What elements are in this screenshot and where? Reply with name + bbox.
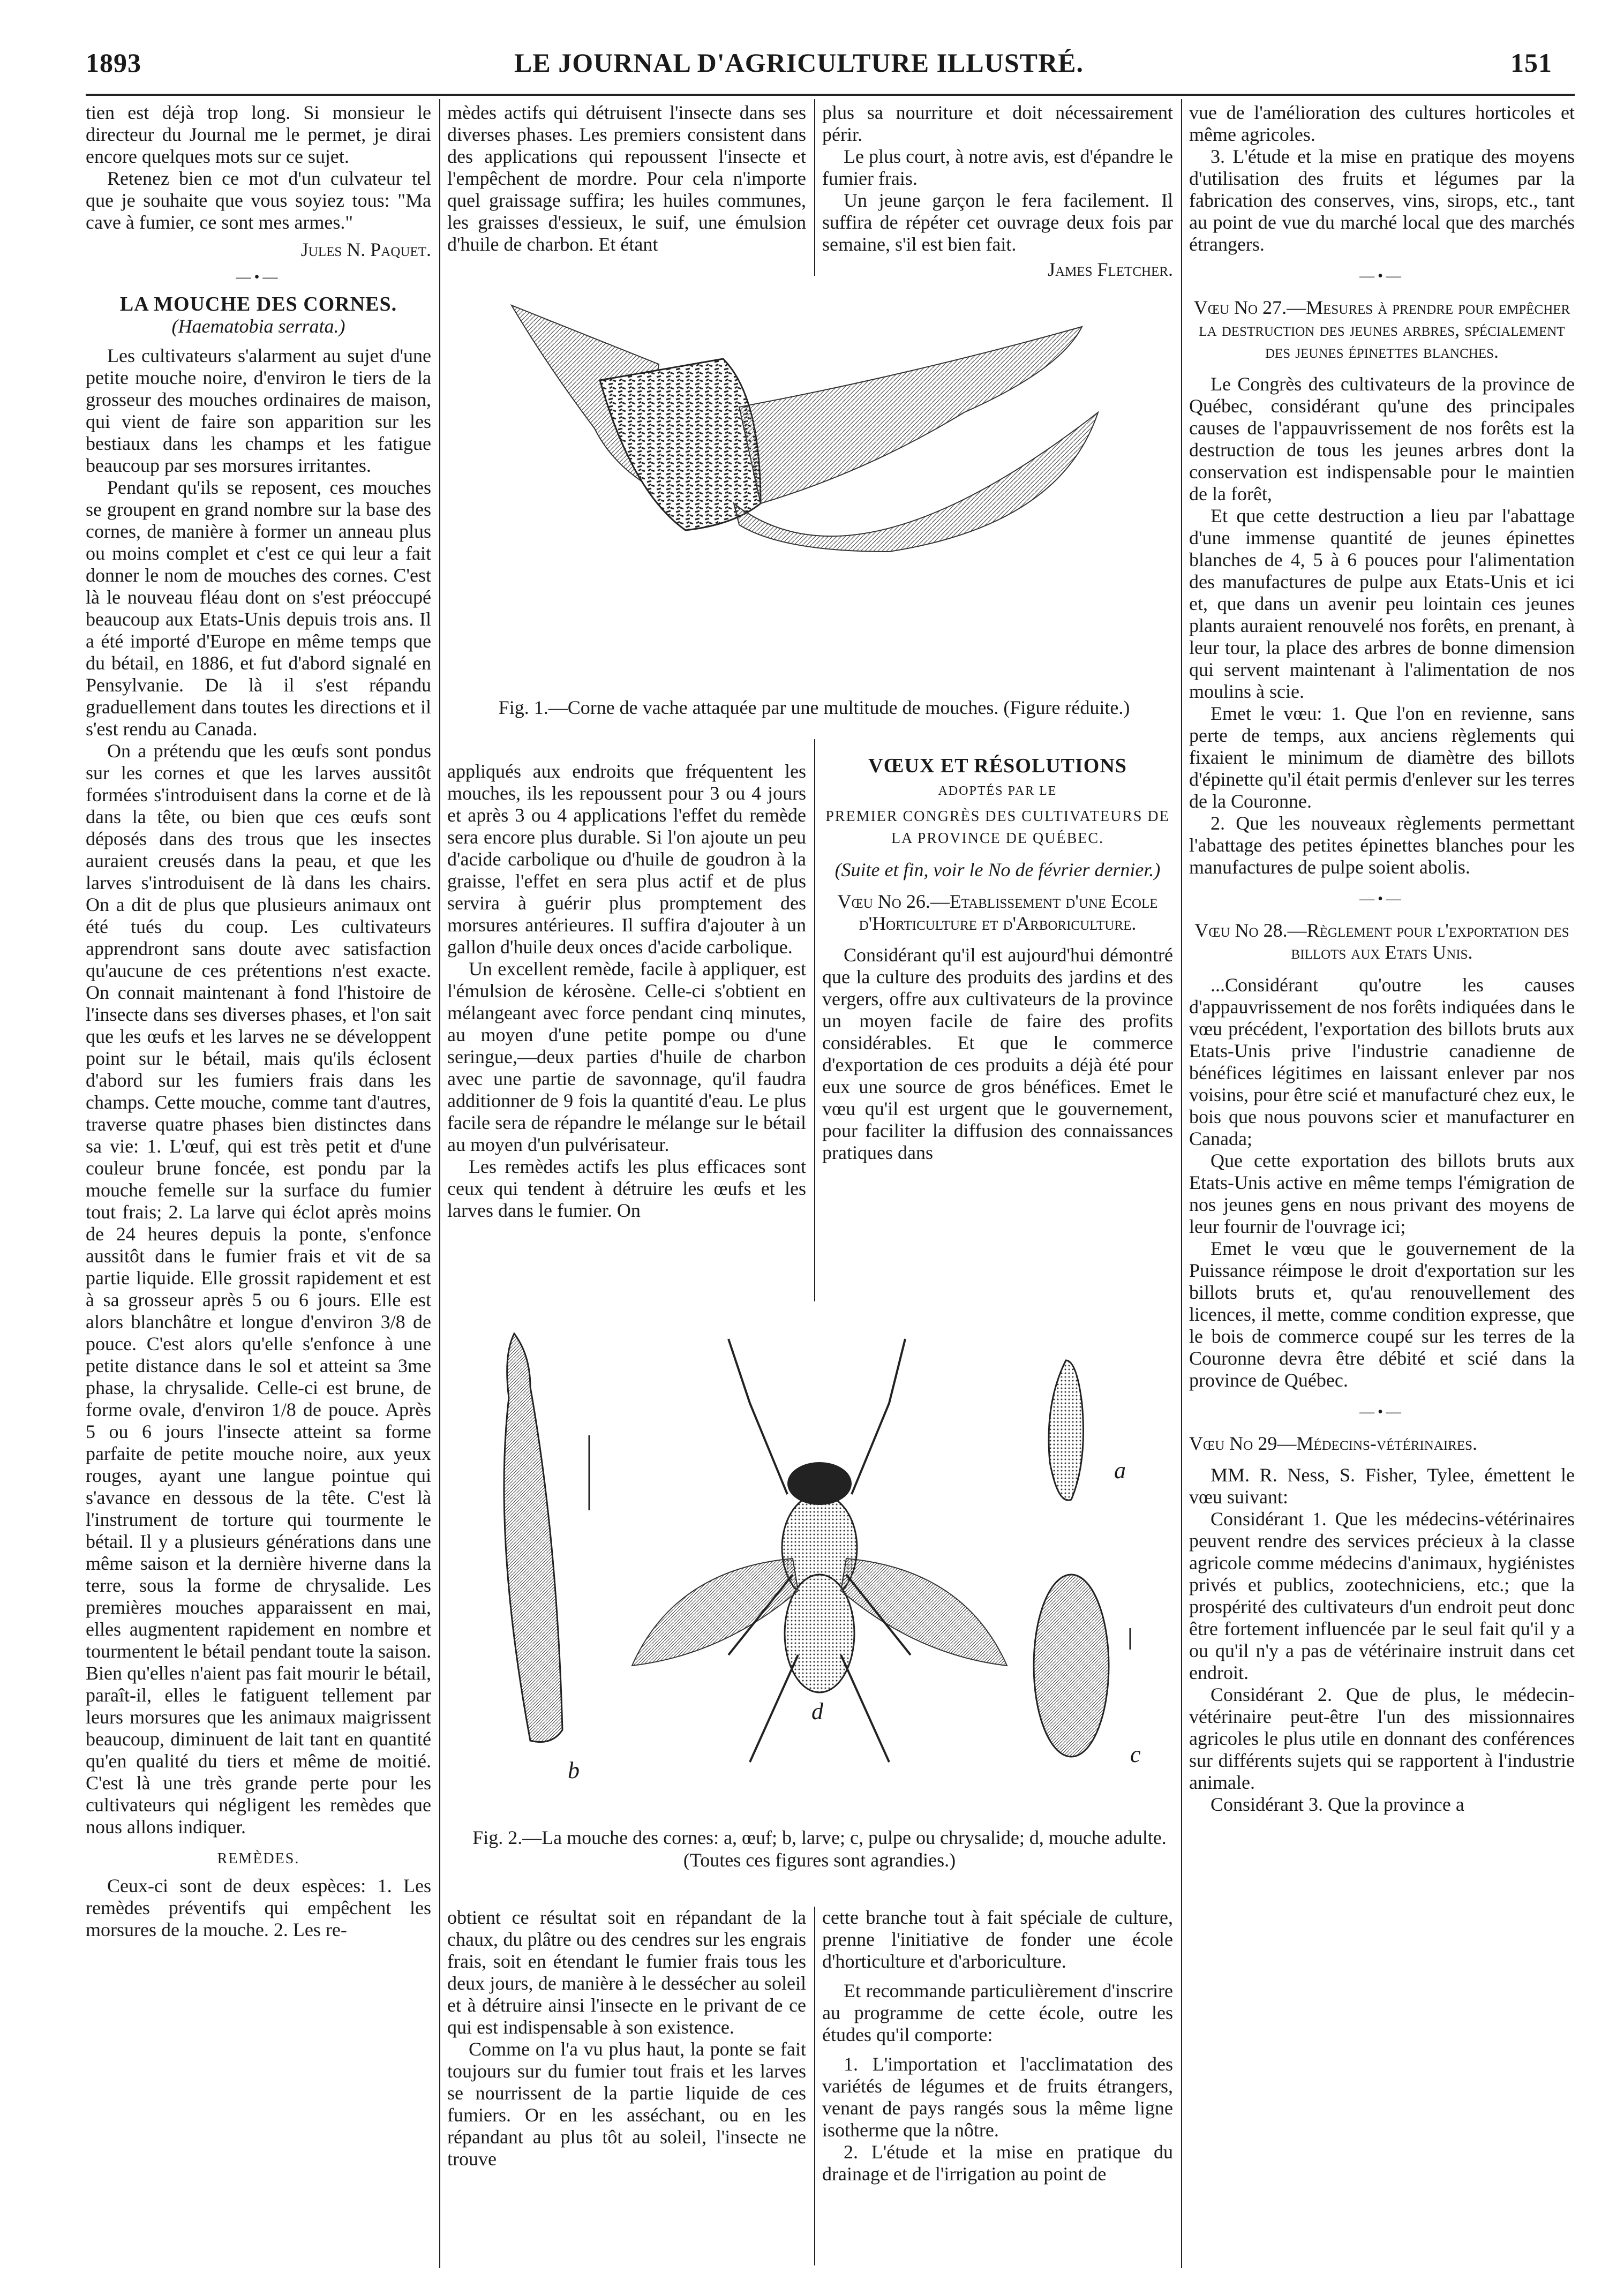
continuation-note: (Suite et fin, voir le No de février dernier.)	[834, 859, 1161, 880]
voeu-title: Vœu No 26.—Etablissement d'une Ecole d'Horticulture et d'Arboriculture.	[837, 891, 1158, 934]
figure-2-fly	[471, 1323, 1168, 1794]
section-title: REMÈDES.	[217, 1850, 300, 1867]
paragraph: plus sa nourriture et doit nécessairement périr.	[822, 102, 1173, 145]
column-rule	[814, 1907, 815, 2265]
paragraph: 3. L'étude et la mise en pratique des moyens d'utilisation des fruits et légumes par la fabrication des conserves, vins, sirops, etc., tant au point de vue du marché local que des marchés étrangers.	[1189, 146, 1575, 255]
paragraph: ...Considérant qu'outre les causes d'appauvrissement de nos forêts indiquées dans le vœu précédent, l'exportation des billots bruts aux Etats-Unis prive l'industrie canadienne de bénéfices légitimes en laissant enlever par nos voisins, pour être scié et manufacturé chez eux, le bois que nous pouvons scier et manufacturer en Canada;	[1189, 974, 1575, 1149]
paragraph: cette branche tout à fait spéciale de culture, prenne l'initiative de fonder une école d'horticulture et d'arboriculture.	[822, 1907, 1173, 1972]
paragraph: appliqués aux endroits que fréquentent les mouches, ils les repoussent pour 3 ou 4 jours et après 3 ou 4 applications l'effet du remède sera encore plus durable. Si l'on ajoute un peu d'acide carbolique ou d'huile de goudron à la graisse, l'effet en sera plus actif et de plus servira à guérir plus promptement des morsures antérieures. Il suffira d'ajouter à un gallon d'huile deux onces d'acide carbolique.	[447, 761, 806, 958]
header-page-number: 151	[1510, 48, 1552, 78]
paragraph: Que cette exportation des billots bruts aux Etats-Unis active en même temps l'émigration de nos jeunes gens en nous privant des moyens de leur fournir de l'ouvrage ici;	[1189, 1150, 1575, 1237]
separator-ornament: —•—	[236, 269, 281, 285]
label-c: c	[1130, 1741, 1141, 1767]
paragraph: Un jeune garçon le fera facilement. Il suffira de répéter cet ouvrage deux fois par semaine, s'il est bien fait.	[822, 190, 1173, 255]
paragraph: Ceux-ci sont de deux espèces: 1. Les remèdes préventifs qui empêchent les morsures de la mouche. 2. Les re-	[86, 1875, 431, 1940]
signature: James Fletcher.	[1048, 259, 1173, 280]
column-rule	[439, 99, 440, 2268]
page-header	[86, 47, 1575, 85]
article-subtitle: (Haematobia serrata.)	[171, 315, 345, 337]
paragraph: Un excellent remède, facile à appliquer, est l'émulsion de kérosène. Celle-ci s'obtient en mélangeant avec force pendant cinq minutes, au moyen d'une petite pompe ou d'une seringue,—deux parties d'huile de charbon avec une partie de savonnage, qu'il faudra additionner de 9 fois la quantité d'eau. Le plus facile sera de répandre le mélange sur le bétail au moyen d'un pulvérisateur.	[447, 958, 806, 1155]
separator-ornament: —•—	[1359, 268, 1404, 284]
paragraph: Le plus court, à notre avis, est d'épandre le fumier frais.	[822, 146, 1173, 189]
column-3-bottom	[822, 1907, 1173, 2185]
voeu-title: Vœu No 29—Médecins-vétérinaires.	[1189, 1433, 1478, 1454]
column-2-bottom	[447, 1907, 806, 2170]
paragraph: On a prétendu que les œufs sont pondus sur les cornes et que les larves aussitôt formées s'introduisent dans la corne et de là dans la tête, ou bien que ces œufs sont déposés dans des trous que les insectes auraient creusés dans la peau, et que les larves s'introduisent de là dans les chairs. On a dit de plus que plusieurs animaux ont été tués du coup. Les cultivateurs apprendront sans doute avec satisfaction qu'aucune de ces prétentions n'est exacte. On connait maintenant à fond l'histoire de l'insecte dans ses diverses phases, et l'on sait que les œufs et les larves ne se développent point sur le bétail, mais qu'ils éclosent d'abord sur les fumiers frais dans les champs. Cette mouche, comme tant d'autres, traverse quatre phases bien distinctes dans sa vie: 1. L'œuf, qui est très petit et d'une couleur brune foncée, est pondu par la mouche femelle sur la surface du fumier tout frais; 2. La larve qui éclot après moins de 24 heures depuis la ponte, s'enfonce aussitôt dans le fumier frais et vit de sa partie liquide. Elle grossit rapidement et est à sa grosseur après 5 ou 6 jours. Elle est alors blanchâtre et longue d'environ 3/8 de pouce. C'est alors qu'elle s'enfonce à une petite distance dans le sol et atteint sa 3me phase, la chrysalide. Celle-ci est brune, de forme ovale, d'environ 1/8 de pouce. Après 5 ou 6 jours l'insecte atteint sa forme parfaite de petite mouche noire, aux yeux rouges, ayant une langue pointue qui s'avance en dessous de la tête. C'est là l'instrument de torture qui tourmente le bétail. Il y a plusieurs générations dans une même saison et la dernière hiverne dans la terre, sous la forme de chrysalide. Les premières mouches apparaissent en mai, elles augmentent rapidement en nombre et tourmentent le bétail pendant toute la saison. Bien qu'elles n'aient pas fait mourir le bétail, paraît-il, elles le fatiguent tellement par leurs morsures que les animaux maigrissent beaucoup, diminuent de lait tant en quantité qu'en qualité du tiers et même de moitié. C'est là une très grande perte pour les cultivateurs qui négligent les remèdes que nous allons indiquer.	[86, 740, 431, 1838]
voeu-title: Vœu No 27.—Mesures à prendre pour empêcher la destruction des jeunes arbres, spécialement des jeunes épinettes blanches.	[1193, 297, 1570, 362]
paragraph: Considérant 1. Que les médecins-vétérinaires peuvent rendre des services précieux à la classe agricole comme médecins d'animaux, hygiénistes privés et publics, zootechniciens, etc.; que la prospérité des cultivateurs d'un endroit peut donc être fortement influencée par le seul fait qu'il y a ou qu'il n'y a pas de vétérinaire instruit dans cet endroit.	[1189, 1508, 1575, 1683]
label-d: d	[811, 1698, 823, 1725]
section-title: VŒUX ET RÉSOLUTIONS	[868, 755, 1127, 777]
column-1	[86, 102, 431, 1941]
label-b: b	[568, 1757, 580, 1783]
paragraph: Comme on l'a vu plus haut, la ponte se fait toujours sur du fumier tout frais et les larves se nourrissent de la partie liquide de ces fumiers. Or en les asséchant, ou en les répandant au plus tôt au soleil, l'insecte ne trouve	[447, 2038, 806, 2170]
paragraph: vue de l'amélioration des cultures horticoles et même agricoles.	[1189, 102, 1575, 145]
paragraph: 2. L'étude et la mise en pratique du drainage et de l'irrigation au point de	[822, 2141, 1173, 2185]
paragraph: Et recommande particulièrement d'inscrire au programme de cette école, outre les études qu'il comporte:	[822, 1980, 1173, 2045]
paragraph: Emet le vœu que le gouvernement de la Puissance réimpose le droit d'exportation sur les billots bruts et, qu'au renouvellement des licences, il mette, comme condition expresse, que le bois de commerce coupé sur les terres de la Couronne devra être débité et scié dans la province de Québec.	[1189, 1238, 1575, 1391]
separator-ornament: —•—	[1359, 891, 1404, 907]
column-rule	[814, 739, 815, 1301]
figure-1-horn	[482, 300, 1141, 686]
figure-1-caption: Fig. 1.—Corne de vache attaquée par une multitude de mouches. (Figure réduite.)	[498, 697, 1130, 718]
header-year: 1893	[86, 48, 141, 78]
egg-a	[1049, 1360, 1084, 1500]
column-rule	[1181, 99, 1182, 2268]
separator-ornament: —•—	[1359, 1404, 1404, 1420]
paragraph: Retenez bien ce mot d'un culvateur tel que je souhaite que vous soyiez tous: "Ma cave à fumier, ce sont mes armes."	[86, 168, 431, 233]
paragraph: Considérant qu'il est aujourd'hui démontré que la culture des produits des jardins et des vergers, offre aux cultivateurs de la province un moyen facile de faire des profits considérables. Et que le commerce d'exportation de ces produits a déjà été pour eux une source de gros bénéfices. Emet le vœu qu'il est urgent que le gouvernement, pour faciliter la diffusion des connaissances pratiques dans	[822, 944, 1173, 1163]
article-title: LA MOUCHE DES CORNES.	[119, 293, 397, 315]
paragraph: 1. L'importation et l'acclimatation des variétés de légumes et de fruits étrangers, venant de pays rangés sous la même ligne isotherme que la nôtre.	[822, 2053, 1173, 2141]
label-a: a	[1114, 1457, 1126, 1484]
paragraph: Pendant qu'ils se reposent, ces mouches se groupent en grand nombre sur la base des cornes, de manière à former un anneau plus ou moins complet et c'est ce qui leur a fait donner le nom de mouches des cornes. C'est là le nouveau fléau dont on s'est préoccupé beaucoup aux Etats-Unis depuis trois ans. Il a été importé d'Europe en même temps que du bétail, en 1886, et fut d'abord signalé en Pensylvanie. De là il s'est répandu graduellement dans toutes les directions et il s'est rendu au Canada.	[86, 477, 431, 740]
paragraph: 2. Que les nouveaux règlements permettant l'abattage des petites épinettes blanches pour les manufactures de pulpe soient abolis.	[1189, 812, 1575, 878]
voeu-title: Vœu No 28.—Règlement pour l'exportation des billots aux Etats Unis.	[1194, 920, 1569, 963]
column-3-top	[822, 102, 1173, 281]
column-3-mid	[822, 755, 1173, 1164]
section-subtitle: ADOPTÉS PAR LE	[938, 784, 1057, 798]
header-title: LE JOURNAL D'AGRICULTURE ILLUSTRÉ.	[514, 48, 1084, 78]
paragraph: Considérant 2. Que de plus, le médecin-vétérinaire peut-être l'un des missionnaires agricoles le plus utile en donnant des conférences sur différents sujets qui se rapportent à l'industrie animale.	[1189, 1684, 1575, 1793]
column-rule	[814, 99, 815, 276]
figure-2-caption: Fig. 2.—La mouche des cornes: a, œuf; b, larve; c, pulpe ou chrysalide; d, mouche adulte. (Toutes ces figures sont agrandies.)	[472, 1827, 1167, 1871]
section-subtitle: PREMIER CONGRÈS DES CULTIVATEURS DE LA PROVINCE DE QUÉBEC.	[825, 808, 1170, 847]
paragraph: Considérant 3. Que la province a	[1211, 1794, 1464, 1815]
header-rule	[86, 94, 1575, 96]
signature: Jules N. Paquet.	[300, 239, 431, 260]
column-2-top	[447, 102, 806, 255]
paragraph: Les remèdes actifs les plus efficaces sont ceux qui tendent à détruire les œufs et les larves dans le fumier. On	[447, 1156, 806, 1221]
column-2-mid	[447, 761, 806, 1222]
horn-illustration	[482, 300, 1141, 686]
paragraph: mèdes actifs qui détruisent l'insecte dans ses diverses phases. Les premiers consistent dans des applications qui repoussent l'insecte et l'empêchent de mordre. Pour cela n'importe quel graissage suffira; les huiles communes, les graisses d'essieux, le suif, une émulsion d'huile de charbon. Et étant	[447, 102, 806, 255]
paragraph: obtient ce résultat soit en répandant de la chaux, du plâtre ou des cendres sur les engrais frais, soit en étendant le fumier frais tous les deux jours, de manière à le dessécher au soleil et à détruire ainsi l'insecte en le privant de ce qui est indispensable à son existence.	[447, 1907, 806, 2038]
paragraph: Le Congrès des cultivateurs de la province de Québec, considérant qu'une des principales causes de l'appauvrissement de nos forêts est la destruction de tous les jeunes arbres dont la conservation est indispensable pour le maintien de la forêt,	[1189, 373, 1575, 505]
paragraph: MM. R. Ness, S. Fisher, Tylee, émettent le vœu suivant:	[1189, 1464, 1575, 1508]
column-4	[1189, 102, 1575, 1816]
paragraph: Et que cette destruction a lieu par l'abattage d'une immense quantité de jeunes épinettes blanches de 4, 5 à 6 pouces pour l'alimentation des manufactures de pulpe aux Etats-Unis et ici et, que dans un avenir peu lointain ces jeunes plants auraient renouvelé nos forêts, en prenant, à leur tour, la place des arbres de bonne dimension qui servent maintenant à l'alimentation de nos moulins à scie.	[1189, 505, 1575, 702]
paragraph: Les cultivateurs s'alarment au sujet d'une petite mouche noire, d'environ le tiers de la grosseur des mouches ordinaires de maison, qui vient de faire son apparition sur les bestiaux dans les champs et les fatigue beaucoup par ses morsures irritantes.	[86, 345, 431, 476]
larva-b	[504, 1334, 562, 1742]
pupa-c	[1034, 1575, 1109, 1757]
paragraph: Emet le vœu: 1. Que l'on en revienne, sans perte de temps, aux anciens règlements qui fixaient le minimum de diamètre des billots d'épinette qu'il était permis d'enlever sur les terres de la Couronne.	[1189, 703, 1575, 812]
paragraph: tien est déjà trop long. Si monsieur le directeur du Journal me le permet, je dirai encore quelques mots sur ce sujet.	[86, 102, 431, 167]
